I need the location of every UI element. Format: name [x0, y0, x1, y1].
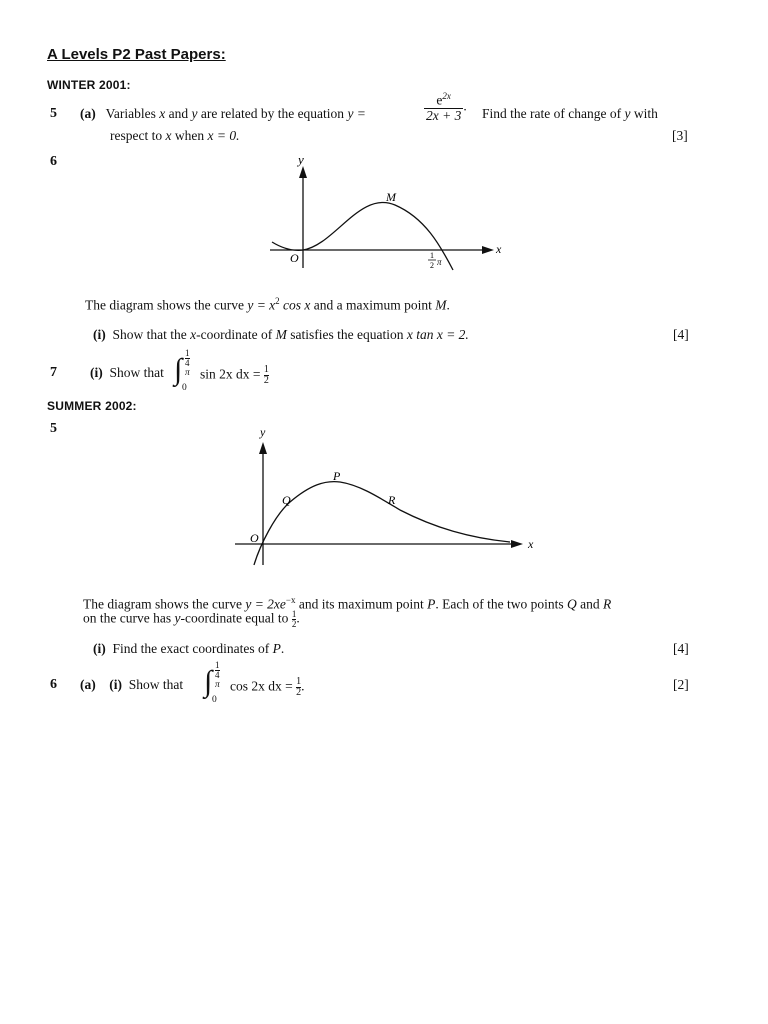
question-number: 6 — [50, 677, 57, 692]
x-axis-label: x — [528, 537, 534, 551]
point-p-label: P — [333, 469, 341, 483]
equation-fraction: $\frac{e^{2x}}{2x + 3}$ . — [426, 91, 467, 123]
curve — [254, 482, 510, 565]
x-axis-label: x — [496, 242, 502, 256]
question-7-text: (i) Show that — [90, 365, 164, 380]
question-5-text: (a) Variables x and y are related by the equation y = — [80, 106, 366, 121]
point-m-label: M — [386, 190, 396, 204]
summer-q5-caption-line2: on the curve has y-coordinate equal to $\frac{1}{2}$. — [83, 609, 300, 629]
part-label: (a) — [80, 106, 96, 121]
integral-sin: ∫ $\frac{1}{4}\pi$ 0 — [174, 348, 190, 393]
x-axis-arrow — [511, 540, 523, 548]
page-title: A Levels P2 Past Papers: — [47, 46, 226, 63]
x-axis-arrow — [482, 246, 494, 254]
marks: [2] — [673, 677, 689, 692]
summer-q5-caption-line1: The diagram shows the curve $y = 2xe^{-x}$ and its maximum point P. Each of the two points Q and R — [83, 595, 612, 612]
curve-diagram-x2cosx — [250, 150, 520, 280]
point-r-label: R — [388, 493, 396, 507]
integral-sign: ∫ — [174, 353, 183, 386]
marks: [3] — [672, 128, 688, 143]
integral-sign: ∫ — [204, 665, 213, 698]
summer-q6-text: (a) (i) Show that — [80, 677, 184, 692]
origin-label: O — [290, 251, 299, 265]
marks: [4] — [673, 327, 689, 342]
question-6-part-i: (i) Show that the x-coordinate of M satisfies the equation x tan x = 2. — [93, 327, 469, 342]
question-5-text-line2: respect to x when x = 0. — [110, 128, 240, 143]
question-number: 6 — [50, 154, 57, 169]
question-number: 5 — [50, 106, 57, 121]
curve — [272, 202, 453, 270]
question-7-integrand: sin 2x dx = $\frac{1}{2}$ — [200, 364, 269, 386]
question-number: 7 — [50, 365, 57, 380]
y-axis-arrow — [299, 166, 307, 178]
y-axis-arrow — [259, 442, 267, 454]
question-5-text-cont: Find the rate of change of y with — [482, 106, 658, 121]
summer-q5-part-i: (i) Find the exact coordinates of P. — [93, 641, 285, 656]
marks: [4] — [673, 641, 689, 656]
integral-cos: ∫ $\frac{1}{4}\pi$ 0 — [204, 660, 220, 705]
session-label-summer-2002: SUMMER 2002: — [47, 399, 137, 413]
session-label-winter-2001: WINTER 2001: — [47, 78, 131, 92]
y-axis-label: y — [298, 152, 304, 167]
question-number: 5 — [50, 421, 57, 436]
root-frac-num: 1 — [430, 251, 434, 260]
point-q-label: Q — [282, 493, 291, 507]
summer-q6-integrand: cos 2x dx = $\frac{1}{2}$. — [230, 676, 305, 698]
root-frac-den: 2 — [430, 261, 434, 270]
origin-label: O — [250, 531, 259, 545]
curve-diagram-2xe-x — [230, 420, 550, 570]
root-pi: π — [437, 257, 442, 267]
question-6-caption: The diagram shows the curve $y = x^2$ cos x and a maximum point M. — [85, 296, 450, 313]
y-axis-label: y — [260, 425, 266, 439]
